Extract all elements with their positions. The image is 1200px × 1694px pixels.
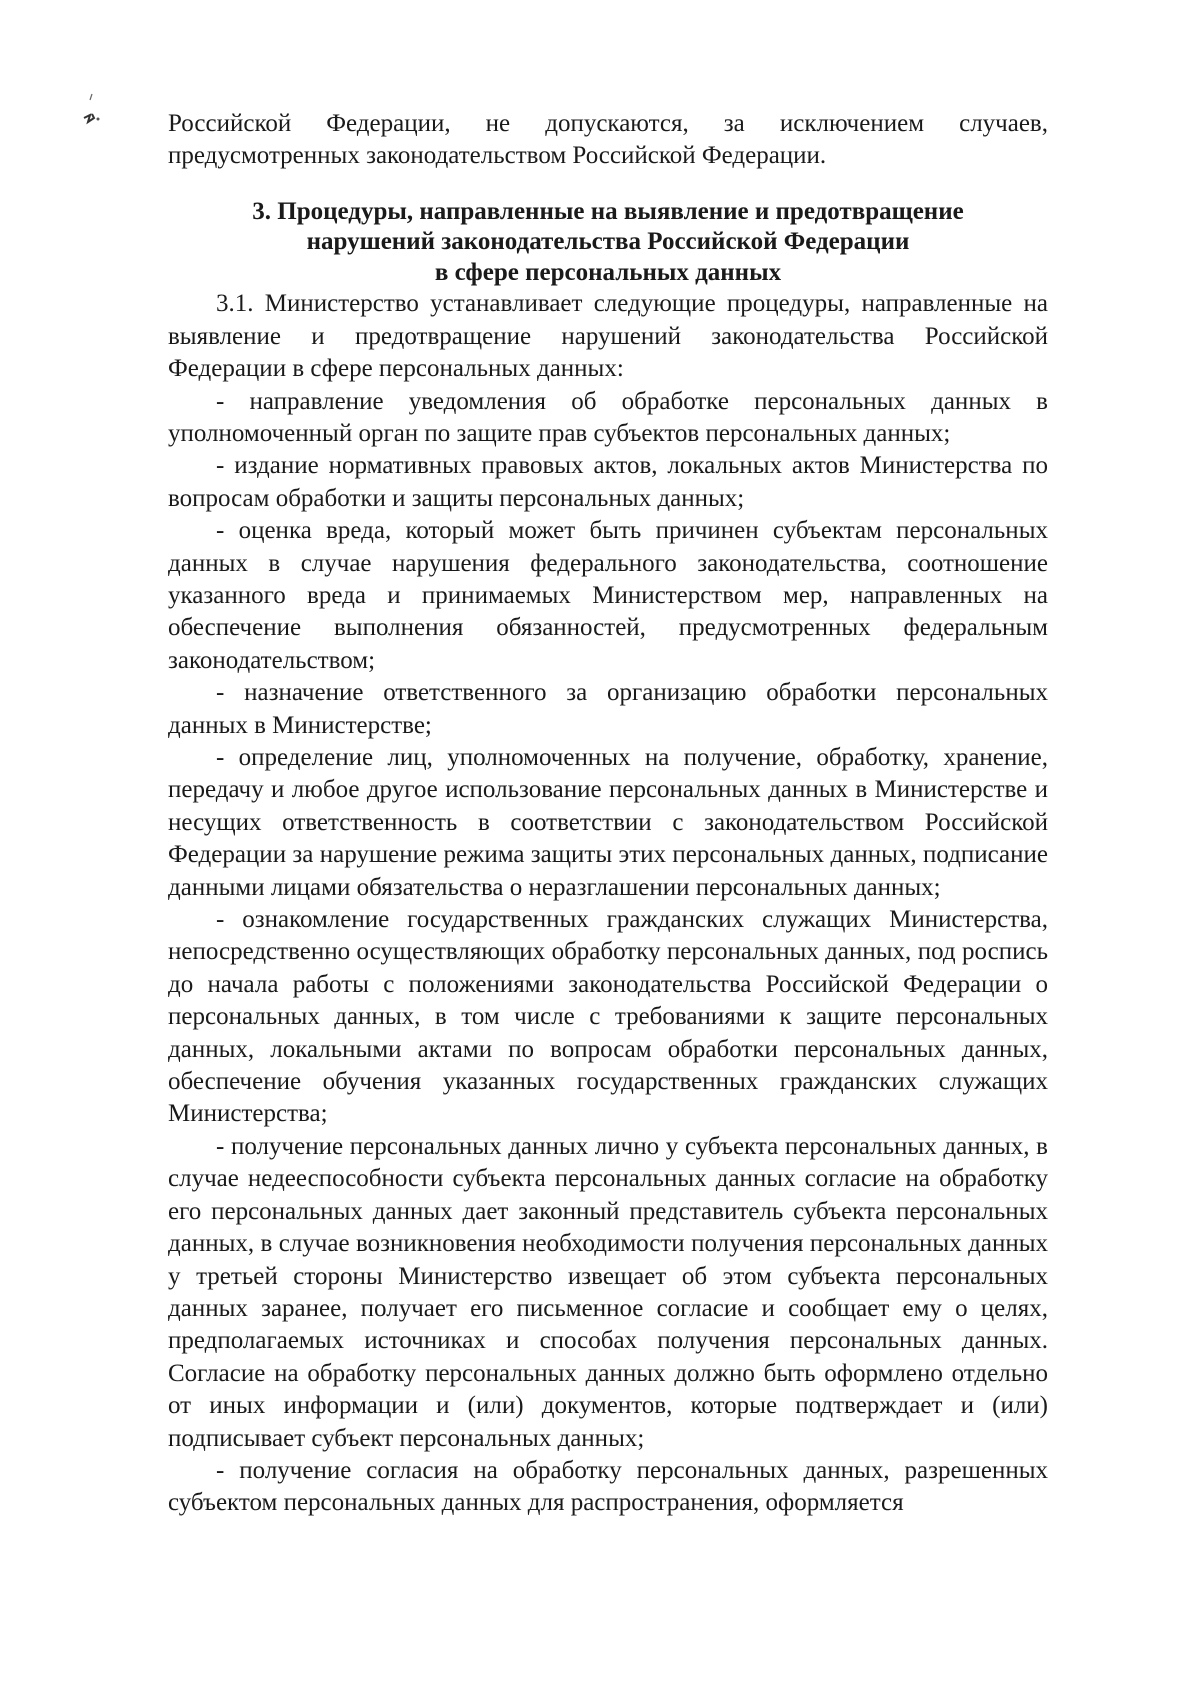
list-item-notification: - направление уведомления об обработке персональных данных в уполномоченный орган по защите прав субъектов персональных данных;: [168, 387, 1048, 447]
list-item-consent-distribution: - получение согласия на обработку персональных данных, разрешенных субъектом персональных данных для распространения, оформляется: [168, 1456, 1048, 1517]
paragraph-3-1: 3.1. Министерство устанавливает следующие процедуры, направленные на выявление и предотвращение нарушений законодательства Российской Федерации в сфере персональных данных:: [168, 290, 1048, 383]
list-item-familiarization: - ознакомление государственных гражданских служащих Министерства, непосредственно осуществляющих обработку персональных данных, под роспись до начала работы с положениями законодательства Российской Федерации о персональных данных, в том числе с требованиями к защите персональных данных, локальными актами по вопросам обработки персональных данных, обеспечение обучения указанных государственных гражданских служащих Министерства;: [168, 906, 1048, 1128]
list-item-data-collection: - получение персональных данных лично у субъекта персональных данных, в случае недееспособности субъекта персональных данных согласие на обработку его персональных данных дает законный представитель субъекта персональных данных, в случае возникновения необходимости получения персональных данных у третьей стороны Министерство извещает об этом субъекта персональных данных заранее, получает его письменное согласие и сообщает ему о целях, предполагаемых источниках и способах получения персональных данных. Согласие на обработку персональных данных должно быть оформлено отдельно от иных информации и (или) документов, которые подтверждает и (или) подписывает субъект персональных данных;: [168, 1132, 1048, 1452]
document-body: [168, 108, 1048, 1520]
section-heading: [168, 197, 1048, 289]
section-heading-line-3: в сфере персональных данных: [434, 258, 782, 286]
section-heading-line-2: нарушений законодательства Российской Федерации: [306, 228, 910, 256]
section-heading-line-1: 3. Процедуры, направленные на выявление и предотвращение: [252, 197, 964, 225]
list-item-regulations: - издание нормативных правовых актов, локальных актов Министерства по вопросам обработки и защиты персональных данных;: [168, 452, 1048, 512]
list-item-authorized-persons: - определение лиц, уполномоченных на получение, обработку, хранение, передачу и любое другое использование персональных данных в Министерстве и несущих ответственность в соответствии с законодательством Российской Федерации за нарушение режима защиты этих персональных данных, подписание данными лицами обязательства о неразглашении персональных данных;: [168, 744, 1048, 901]
list-item-harm-assessment: - оценка вреда, который может быть причинен субъектам персональных данных в случае нарушения федерального законодательства, соотношение указанного вреда и принимаемых Министерством мер, направленных на обеспечение выполнения обязанностей, предусмотренных федеральным законодательством;: [168, 517, 1048, 674]
margin-scan-marks: [74, 92, 114, 132]
list-item-responsible-person: - назначение ответственного за организацию обработки персональных данных в Министерстве;: [168, 679, 1048, 739]
intro-paragraph: Российской Федерации, не допускаются, за исключением случаев, предусмотренных законодательством Российской Федерации.: [168, 110, 1048, 170]
